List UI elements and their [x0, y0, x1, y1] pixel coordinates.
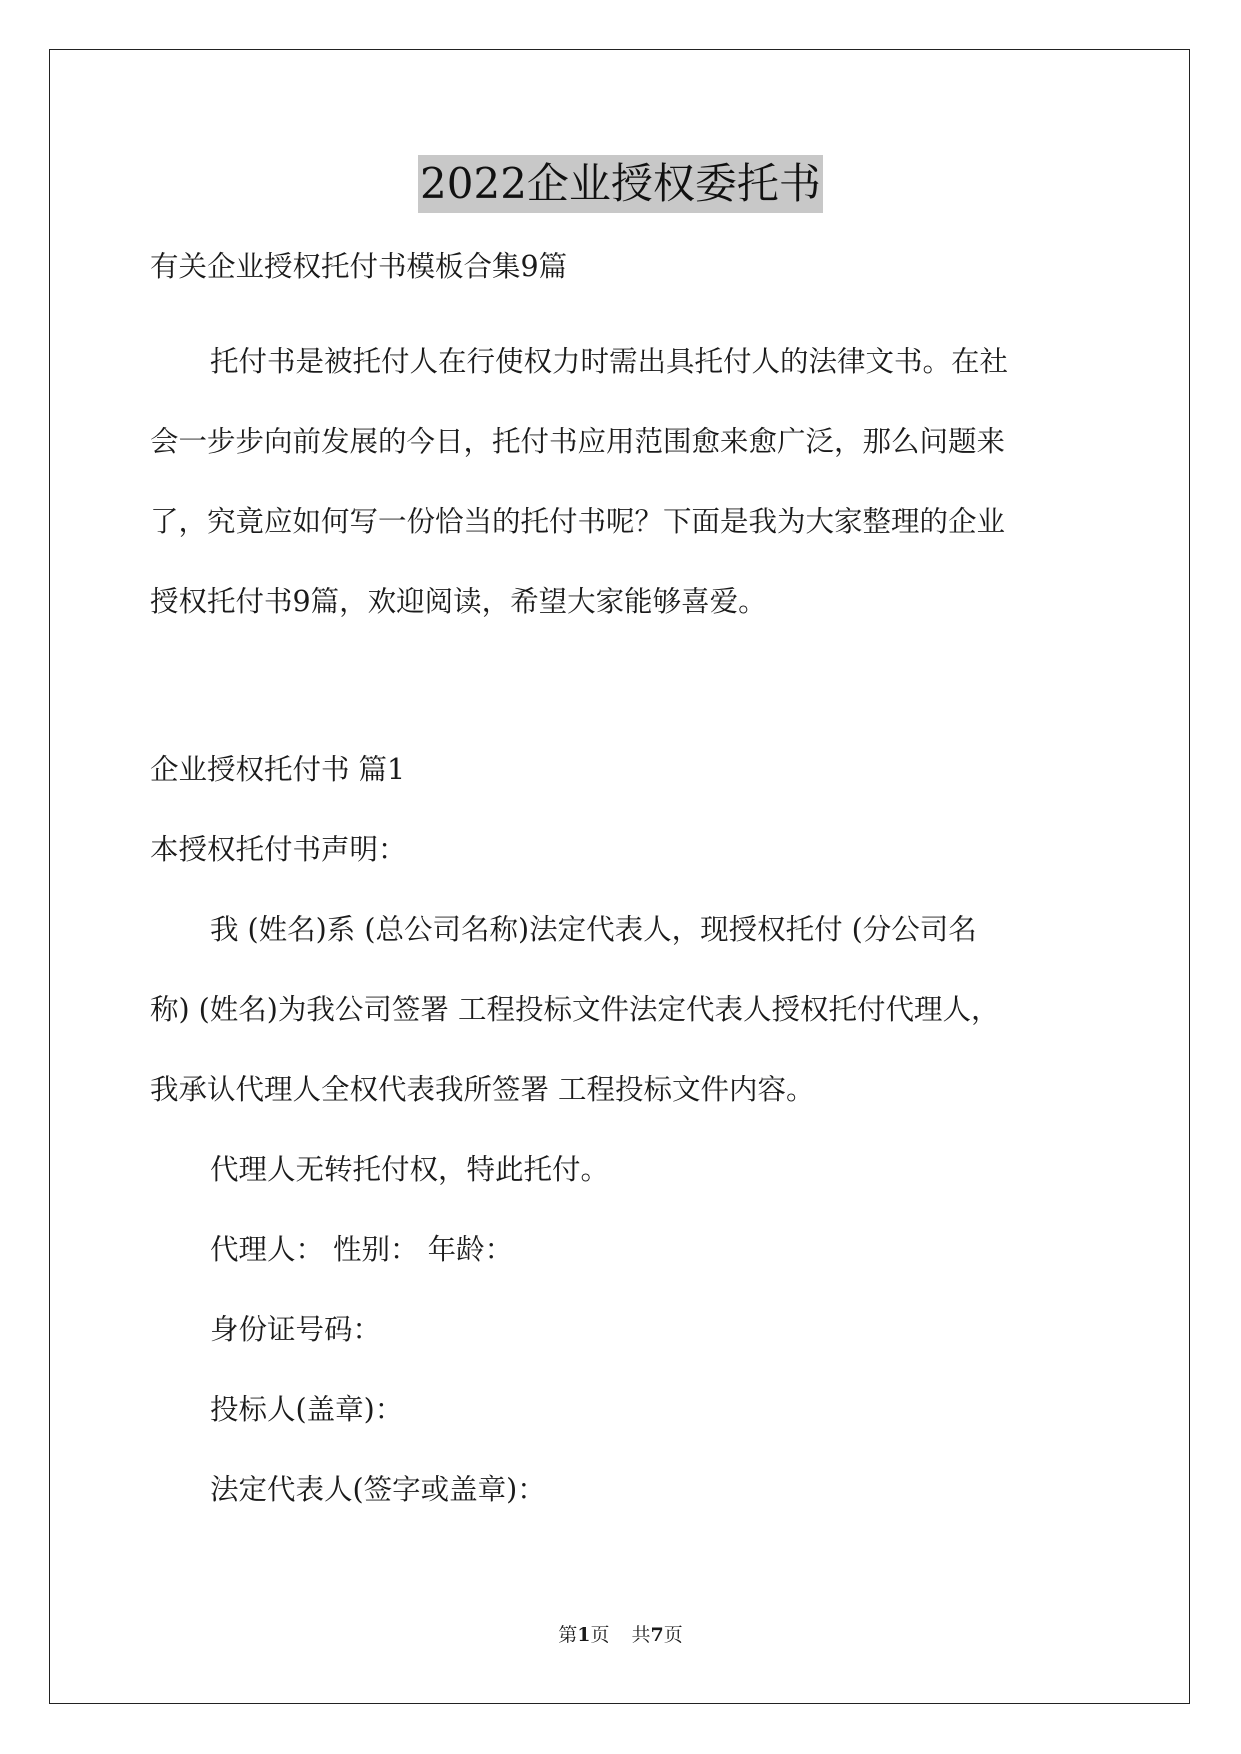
field-agent-info: 代理人： 性别： 年龄：	[210, 1233, 514, 1266]
document-title: 2022企业授权委托书	[418, 155, 823, 213]
intro-line-4: 授权托付书9篇，欢迎阅读，希望大家能够喜爱。	[150, 585, 767, 618]
page-mid: 页	[590, 1624, 610, 1646]
intro-line-1: 托付书是被托付人在行使权力时需出具托付人的法律文书。在社	[210, 345, 1009, 378]
total-prefix: 共	[631, 1624, 651, 1646]
document-subtitle: 有关企业授权托付书模板合集9篇	[150, 250, 568, 283]
statement-line-2: 称) (姓名)为我公司签署 工程投标文件法定代表人授权托付代理人，	[150, 993, 1000, 1026]
page-current: 1	[577, 1624, 591, 1646]
field-id-number: 身份证号码：	[210, 1313, 382, 1346]
field-bidder-seal: 投标人(盖章)：	[210, 1393, 404, 1426]
intro-line-2: 会一步步向前发展的今日，托付书应用范围愈来愈广泛，那么问题来	[150, 425, 1006, 458]
title-container	[0, 155, 1241, 213]
declaration-heading: 本授权托付书声明：	[150, 833, 407, 866]
page-total: 7	[650, 1624, 664, 1646]
total-suffix: 页	[663, 1624, 683, 1646]
field-legal-rep-signature: 法定代表人(签字或盖章)：	[210, 1473, 546, 1506]
statement-line-3: 我承认代理人全权代表我所签署 工程投标文件内容。	[150, 1073, 815, 1106]
statement-line-1: 我 (姓名)系 (总公司名称)法定代表人，现授权托付 (分公司名	[210, 913, 977, 946]
page-prefix: 第	[558, 1624, 578, 1646]
intro-line-3: 了，究竟应如何写一份恰当的托付书呢？下面是我为大家整理的企业	[150, 505, 1006, 538]
section-heading: 企业授权托付书 篇1	[150, 753, 406, 786]
page-footer	[0, 1623, 1241, 1647]
page-border	[49, 49, 1190, 1704]
no-subdelegation-note: 代理人无转托付权，特此托付。	[210, 1153, 610, 1186]
